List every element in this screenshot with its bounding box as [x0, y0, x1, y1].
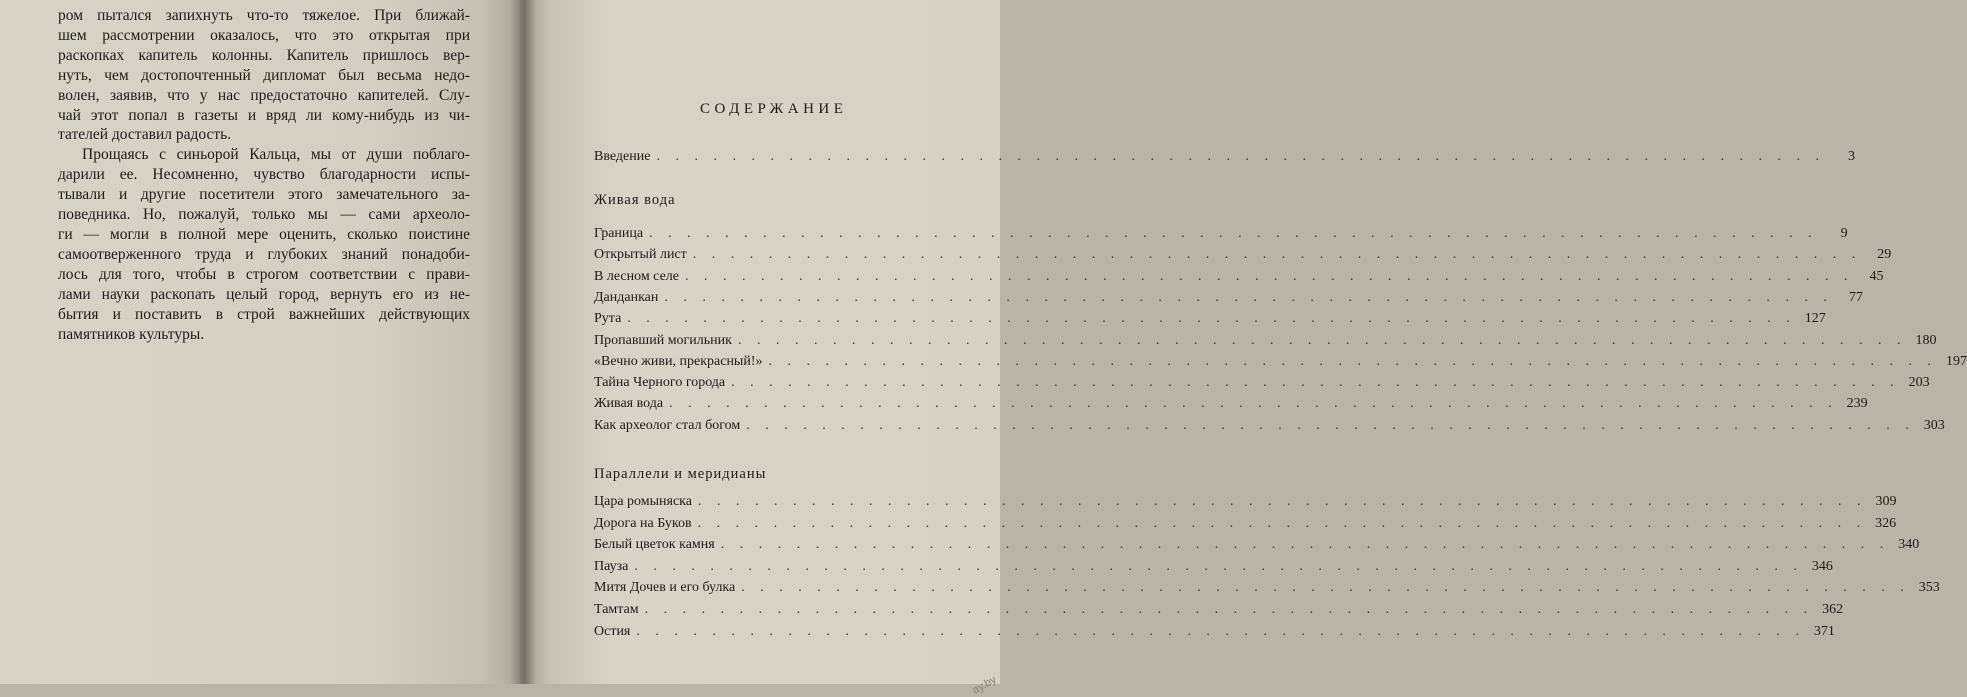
toc-entry-page: 239 [1846, 396, 1868, 412]
toc-entry-page: 197 [1946, 353, 1967, 369]
toc-entry-title: Дорога на Буков [594, 515, 692, 531]
left-page-text [58, 6, 470, 344]
toc-leader-dots [741, 580, 1910, 596]
toc-entry [594, 226, 1848, 246]
toc-entry [594, 289, 1863, 310]
toc-entry-page: 362 [1822, 602, 1844, 617]
toc-entry [594, 602, 1844, 622]
toc-entry-title: Пауза [594, 558, 629, 574]
toc-entry-title: Белый цветок камня [594, 537, 715, 553]
toc-entry [594, 375, 1930, 395]
toc-entry-intro [594, 149, 1855, 169]
toc-entry [594, 268, 1884, 289]
toc-entry-title: Тамтам [594, 602, 639, 617]
toc-leader-dots [656, 149, 1825, 165]
toc-leader-dots [769, 354, 1938, 370]
toc-leader-dots [634, 559, 1803, 575]
toc-leader-dots [698, 494, 1867, 510]
text-line: ром пытался запихнуть что-то тяжелое. При ближай- [58, 7, 470, 24]
toc-title: СОДЕРЖАНИЕ [700, 101, 848, 117]
toc-leader-dots [685, 269, 1854, 285]
toc-leader-dots [693, 247, 1862, 263]
toc-section-heading: Параллели и меридианы [594, 466, 767, 482]
text-line: поведника. Но, пожалуй, только мы — сами археоло- [58, 206, 470, 224]
toc-entry-title: Открытый лист [594, 247, 687, 263]
toc-entry-page: 77 [1848, 289, 1863, 305]
toc-entry [594, 515, 1897, 536]
text-line: лами науки раскопать целый город, вернуть его из не- [58, 285, 470, 303]
toc-entry [594, 537, 1920, 557]
toc-entry-page: 326 [1875, 515, 1897, 531]
toc-entry [594, 332, 1937, 353]
toc-entry [594, 311, 1826, 331]
toc-entry-title: Остия [594, 623, 631, 639]
paragraph-1 [58, 6, 470, 145]
text-line: тывали и другие посетители этого замечательного за- [58, 186, 470, 204]
toc-entry-page: 180 [1915, 332, 1937, 348]
toc-entry [594, 353, 1967, 374]
toc-leader-dots [669, 396, 1838, 412]
text-line: памятников культуры. [58, 325, 205, 343]
text-line: лось для того, чтобы в строгом соответствии с прави- [58, 265, 470, 283]
toc-entry-page: 353 [1918, 580, 1940, 596]
toc-entry-page: 29 [1877, 247, 1892, 263]
toc-leader-dots [636, 624, 1805, 640]
toc-section-heading: Живая вода [594, 192, 676, 208]
toc-entry-title: Как археолог стал богом [594, 417, 741, 433]
toc-entry-title: Рута [594, 311, 622, 327]
toc-leader-dots [649, 226, 1818, 242]
toc-entry-title: «Вечно живи, прекрасный!» [594, 353, 763, 369]
toc-entry [594, 580, 1940, 600]
text-line: шем рассмотрении оказалось, что это открытая при [58, 26, 470, 44]
toc-leader-dots [698, 516, 1867, 532]
toc-entry-title: Живая вода [594, 396, 664, 412]
text-line: тателей доставил радость. [58, 126, 232, 144]
toc-entry-title: В лесном селе [594, 268, 679, 284]
toc-entry-page: 9 [1840, 226, 1848, 241]
watermark: ay.by [969, 673, 998, 697]
paragraph-2 [58, 145, 470, 344]
toc-leader-dots [721, 537, 1890, 553]
toc-leader-dots [746, 418, 1915, 434]
text-line: самоотверженного труда и глубоких знаний понадоби- [58, 245, 470, 263]
toc-leader-dots [731, 375, 1900, 391]
text-line: волен, заявив, что у нас предостаточно капителей. Слу- [58, 86, 470, 104]
toc-leader-dots [738, 333, 1907, 349]
toc-entry-page: 340 [1898, 537, 1920, 553]
text-line: нуть, чем достопочтенный дипломат был весьма недо- [58, 66, 470, 84]
toc-entry-page: 203 [1908, 375, 1930, 391]
toc-leader-dots [664, 290, 1833, 306]
toc-entry [594, 396, 1868, 416]
toc-entry-title: Пропавший могильник [594, 332, 732, 348]
toc-entry-page: 3 [1847, 149, 1855, 164]
toc-leader-dots [645, 602, 1814, 618]
toc-entry [594, 623, 1835, 644]
toc-entry-page: 45 [1869, 268, 1884, 284]
toc-leader-dots [627, 311, 1796, 327]
toc-entry [594, 558, 1833, 579]
text-line: Прощаясь с синьорой Кальца, мы от души поблаго- [82, 146, 470, 164]
text-line: чай этот попал в газеты и вряд ли кому-нибудь из чи- [58, 106, 470, 124]
text-line: бытия и поставить в строй важнейших действующих [58, 305, 470, 323]
toc-entry-title: Цара ромыняска [594, 494, 692, 509]
text-line: дарили ее. Несомненно, чувство благодарности испы- [58, 166, 470, 184]
text-line: раскопках капитель колонны. Капитель пришлось вер- [58, 46, 470, 64]
toc-entry-page: 309 [1875, 494, 1897, 509]
toc-entry-page: 303 [1923, 417, 1945, 433]
toc-entry-page: 371 [1813, 623, 1835, 639]
toc-entry-page: 127 [1804, 311, 1826, 327]
text-line: ги — могли в полной мере оценить, сколько поистине [58, 225, 470, 243]
book-gutter [510, 0, 536, 684]
toc-entry-title: Данданкан [594, 289, 659, 305]
toc-entry [594, 417, 1945, 438]
toc-entry [594, 247, 1892, 267]
toc-entry-page: 346 [1811, 558, 1833, 574]
toc-entry-title: Тайна Черного города [594, 375, 726, 391]
toc-entry-title: Граница [594, 226, 644, 241]
toc-entry-title: Введение [594, 149, 651, 164]
toc-entry [594, 494, 1897, 514]
toc-entry-title: Митя Дочев и его булка [594, 580, 736, 596]
